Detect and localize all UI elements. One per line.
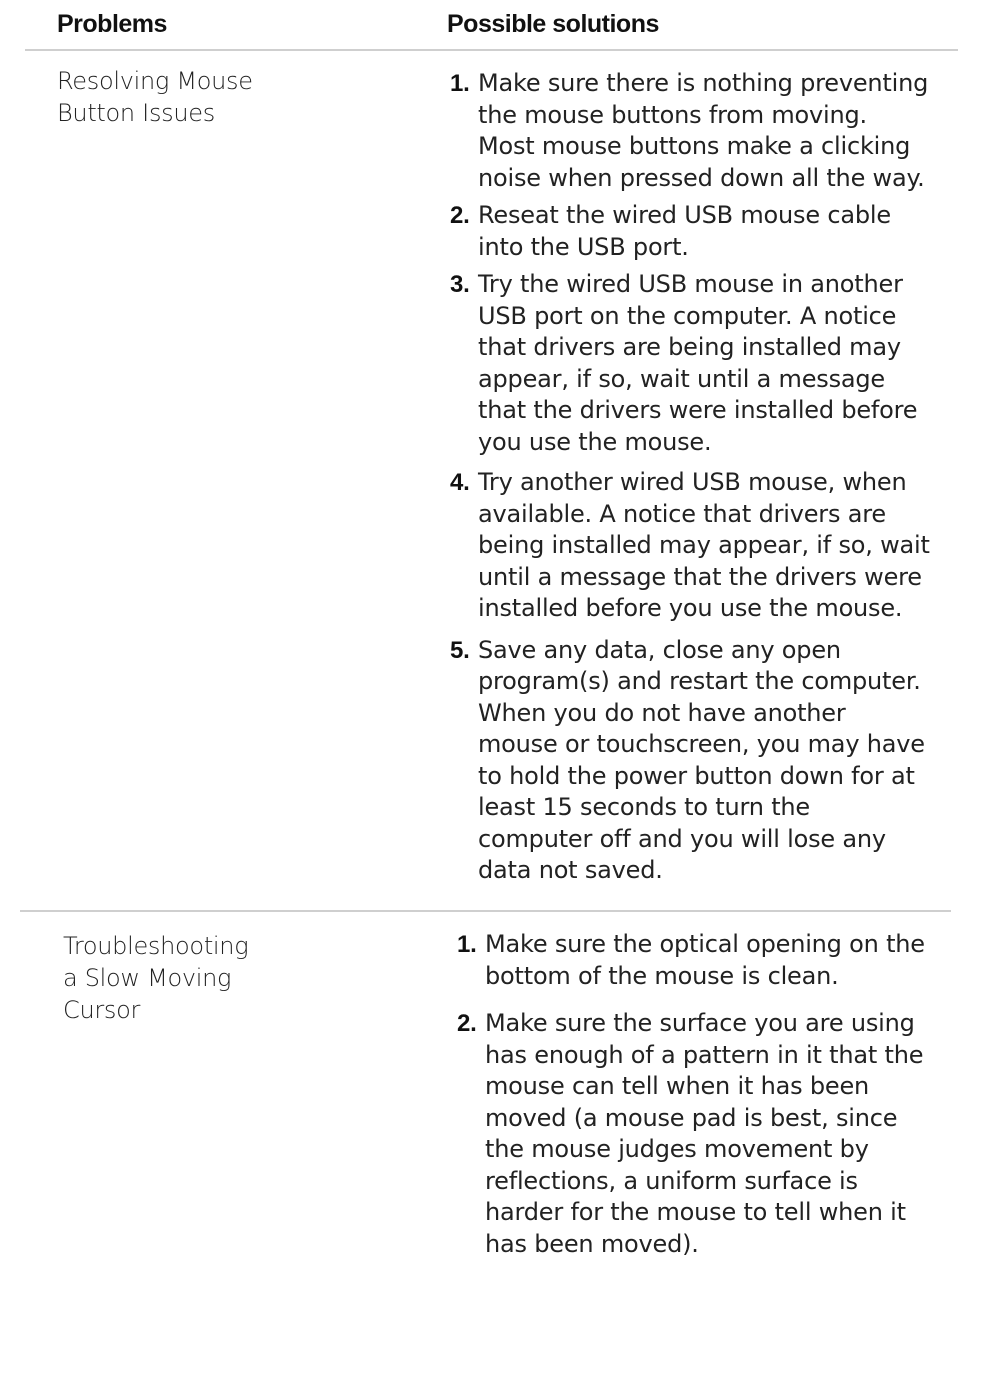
solution-text: Reseat the wired USB mouse cable into the USB port. [478, 201, 891, 261]
solution-text: Make sure there is nothing preventing the mouse buttons from moving. Most mouse buttons make a clicking noise when pressed down all the way. [478, 69, 929, 192]
solution-number: 2. [450, 202, 470, 229]
solution-number: 3. [450, 271, 470, 298]
solution-number: 1. [457, 931, 477, 958]
column-header-problems: Problems [57, 10, 167, 38]
solution-number: 5. [450, 636, 470, 664]
solution-number: 4. [450, 469, 470, 496]
solution-text: Make sure the surface you are using has enough of a pattern in it that the mouse can tell when it has been moved (a mouse pad is best, since the mouse judges movement by reflections, a uniform surface is harder for the mouse to tell when it has been moved). [485, 1009, 924, 1258]
problem-cell-slow-cursor: Troubleshooting a Slow Moving Cursor [63, 932, 249, 1024]
problem-cell-mouse-buttons: Resolving Mouse Button Issues [57, 67, 253, 127]
solution-item [457, 929, 937, 992]
solution-item [450, 467, 930, 625]
column-header-solutions: Possible solutions [447, 10, 659, 38]
solution-item [450, 68, 930, 194]
solution-item [450, 200, 930, 263]
solution-item [450, 635, 930, 887]
solution-number: 2. [457, 1010, 477, 1037]
row-divider [20, 910, 951, 912]
solution-text: Save any data, close any open program(s) and restart the computer. When you do not have another mouse or touchscreen, you may have to hold the power button down for at least 15 seconds to turn the computer off and you will lose any data not saved. [478, 635, 925, 884]
solution-item [450, 269, 930, 458]
solutions-cell-slow-cursor [457, 929, 937, 1260]
solution-text: Try another wired USB mouse, when available. A notice that drivers are being installed may appear, if so, wait until a message that the drivers were installed before you use the mouse. [478, 468, 930, 622]
solution-number: 1. [450, 70, 470, 97]
solution-item [457, 1008, 937, 1260]
solution-text: Try the wired USB mouse in another USB port on the computer. A notice that drivers are being installed may appear, if so, wait until a message that the drivers were installed before you use the mouse. [478, 270, 918, 456]
solution-text: Make sure the optical opening on the bottom of the mouse is clean. [485, 930, 925, 990]
solutions-cell-mouse-buttons [450, 68, 930, 887]
header-divider [25, 49, 958, 51]
